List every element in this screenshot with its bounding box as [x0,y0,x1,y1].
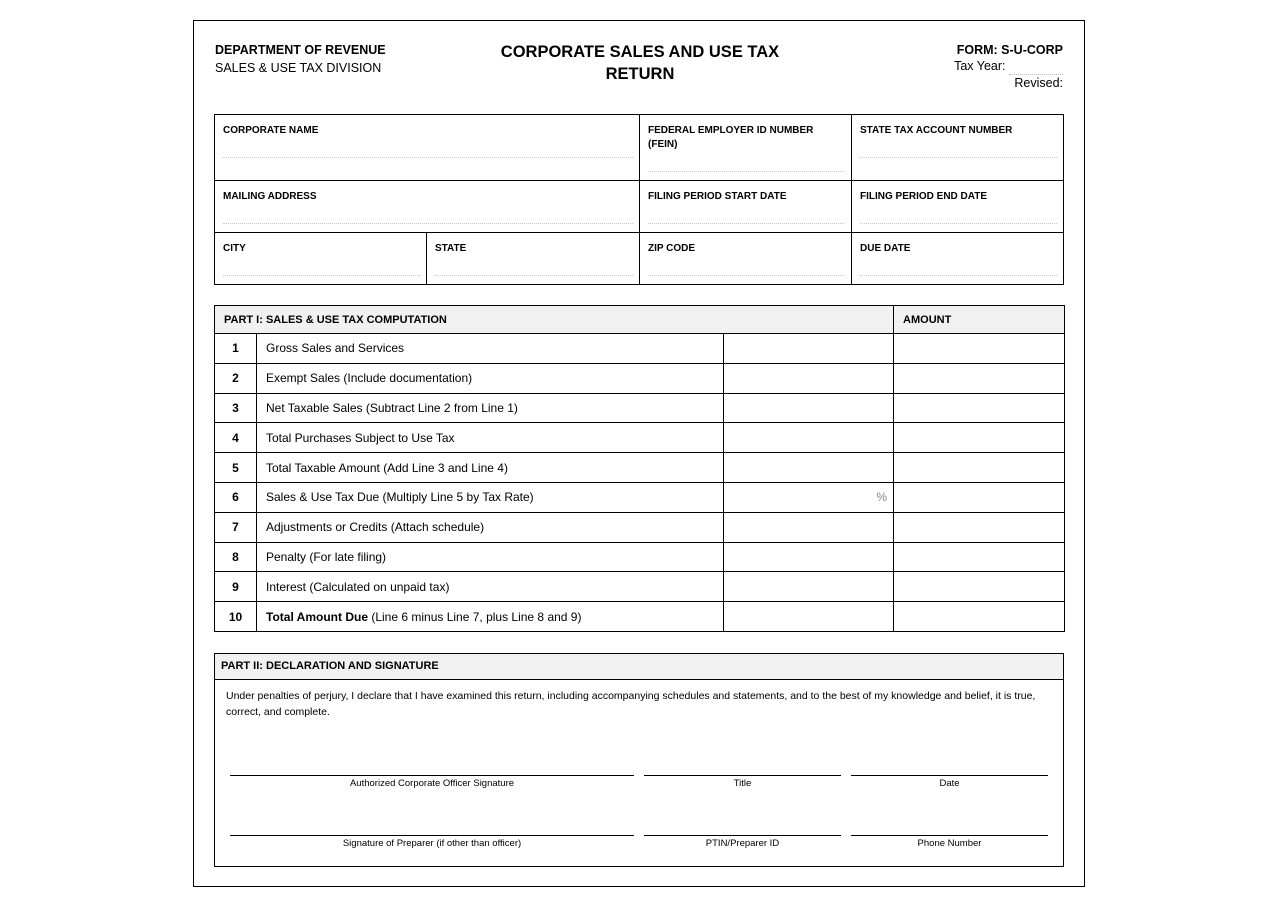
line-entry-field[interactable] [724,423,894,453]
officer-title-line[interactable] [644,775,841,789]
line-description: Total Taxable Amount (Add Line 3 and Line 4) [257,453,724,483]
tax-form-page [193,20,1085,887]
due-date-label: DUE DATE [860,243,911,254]
part2-declaration-section [214,653,1064,867]
line-amount-field[interactable] [894,602,1065,632]
phone-number-label: Phone Number [917,838,982,849]
due-date-cell [852,233,1063,284]
form-title-line1: CORPORATE SALES AND USE TAX [500,43,780,61]
filing-start-field[interactable] [648,210,845,224]
line-entry-field[interactable] [724,512,894,542]
state-tax-account-cell [852,115,1063,181]
line-amount-field[interactable] [894,542,1065,572]
ptin-label: PTIN/Preparer ID [705,838,780,849]
part1-header-row [215,306,1065,334]
line-number: 6 [215,482,257,512]
line-entry-field[interactable] [724,572,894,602]
part1-computation-table [214,305,1065,632]
tax-year-field[interactable] [1009,63,1063,75]
line-description: Total Purchases Subject to Use Tax [257,423,724,453]
form-title-line2: RETURN [605,65,675,83]
city-label: CITY [223,243,246,254]
officer-title-label: Title [733,778,752,789]
line-description: Net Taxable Sales (Subtract Line 2 from Line 1) [257,393,724,423]
mailing-address-cell [215,181,640,233]
line-description: Exempt Sales (Include documentation) [257,363,724,393]
line-description: Interest (Calculated on unpaid tax) [257,572,724,602]
line-amount-field[interactable] [894,572,1065,602]
line-entry-field[interactable] [724,393,894,423]
table-row [215,512,1065,542]
table-row [215,542,1065,572]
phone-number-line[interactable] [851,835,1048,849]
corporate-name-field[interactable] [223,144,633,158]
part2-title: PART II: DECLARATION AND SIGNATURE [215,654,1063,680]
form-title [484,41,796,85]
filing-end-field[interactable] [860,210,1057,224]
due-date-field[interactable] [860,262,1057,276]
percent-symbol: % [876,490,888,505]
filing-end-cell [852,181,1063,233]
filing-start-label: FILING PERIOD START DATE [648,191,787,202]
filing-start-cell [640,181,852,233]
officer-signature-label: Authorized Corporate Officer Signature [349,778,515,789]
line-description-rest: (Line 6 minus Line 7, plus Line 8 and 9) [368,609,582,624]
tax-year-row [954,58,1063,75]
line-description-bold: Total Amount Due [266,609,368,624]
line-description: Gross Sales and Services [257,334,724,364]
part1-lines [215,334,1065,632]
line-description [257,602,724,632]
mailing-address-label: MAILING ADDRESS [223,191,317,202]
table-row [215,572,1065,602]
mailing-address-field[interactable] [223,210,633,224]
division-name: SALES & USE TAX DIVISION [215,61,382,75]
state-cell [427,233,640,284]
ptin-line[interactable] [644,835,841,849]
taxpayer-info-grid [214,114,1064,285]
zip-field[interactable] [648,262,845,276]
line-amount-field[interactable] [894,423,1065,453]
zip-cell [640,233,852,284]
city-cell [215,233,427,284]
state-field[interactable] [435,262,633,276]
zip-label: ZIP CODE [648,243,696,254]
preparer-signature-label: Signature of Preparer (if other than officer) [342,838,522,849]
state-label: STATE [435,243,467,254]
line-entry-field[interactable] [724,334,894,364]
tax-year-label: Tax Year: [954,59,1006,73]
line-number: 5 [215,453,257,483]
line-amount-field[interactable] [894,482,1065,512]
line-description: Sales & Use Tax Due (Multiply Line 5 by Tax Rate) [257,482,724,512]
line-entry-field[interactable] [724,453,894,483]
line-entry-field[interactable] [724,542,894,572]
form-meta-block [954,42,1063,92]
line-amount-field[interactable] [894,334,1065,364]
declaration-text: Under penalties of perjury, I declare that I have examined this return, including accompanying schedules and statements, and to the best of my knowledge and belief, it is true, correct, and complete. [226,690,1036,718]
preparer-signature-line[interactable] [230,835,634,849]
form-number: FORM: S-U-CORP [956,43,1063,57]
table-row [215,602,1065,632]
agency-block [215,42,386,77]
state-tax-account-field[interactable] [860,144,1057,158]
fein-cell [640,115,852,181]
table-row [215,423,1065,453]
line-entry-field[interactable] [724,602,894,632]
line-number: 4 [215,423,257,453]
line-description: Adjustments or Credits (Attach schedule) [257,512,724,542]
signature-date-label: Date [939,778,960,789]
part1-title: PART I: SALES & USE TAX COMPUTATION [215,306,894,334]
table-row [215,363,1065,393]
line-number: 8 [215,542,257,572]
revised-row [954,75,1063,92]
line-number: 1 [215,334,257,364]
line-amount-field[interactable] [894,453,1065,483]
line-number: 9 [215,572,257,602]
revised-label: Revised: [1014,76,1063,90]
table-row [215,453,1065,483]
line-number: 3 [215,393,257,423]
line-amount-field[interactable] [894,393,1065,423]
fein-field[interactable] [648,158,845,172]
table-row [215,482,1065,512]
state-tax-account-label: STATE TAX ACCOUNT NUMBER [860,125,1013,136]
signature-date-line[interactable] [851,775,1048,789]
line-description: Penalty (For late filing) [257,542,724,572]
line-number: 2 [215,363,257,393]
table-row [215,334,1065,364]
line-number: 10 [215,602,257,632]
officer-signature-line[interactable] [230,775,634,789]
line-amount-field[interactable] [894,363,1065,393]
city-field[interactable] [223,262,420,276]
tax-rate-field[interactable] [724,482,894,512]
amount-column-header: AMOUNT [894,306,1065,334]
corporate-name-cell [215,115,640,181]
filing-end-label: FILING PERIOD END DATE [860,191,988,202]
line-entry-field[interactable] [724,363,894,393]
line-number: 7 [215,512,257,542]
corporate-name-label: CORPORATE NAME [223,125,319,136]
department-name: DEPARTMENT OF REVENUE [215,43,386,57]
table-row [215,393,1065,423]
fein-label: FEDERAL EMPLOYER ID NUMBER (FEIN) [648,125,814,150]
line-amount-field[interactable] [894,512,1065,542]
